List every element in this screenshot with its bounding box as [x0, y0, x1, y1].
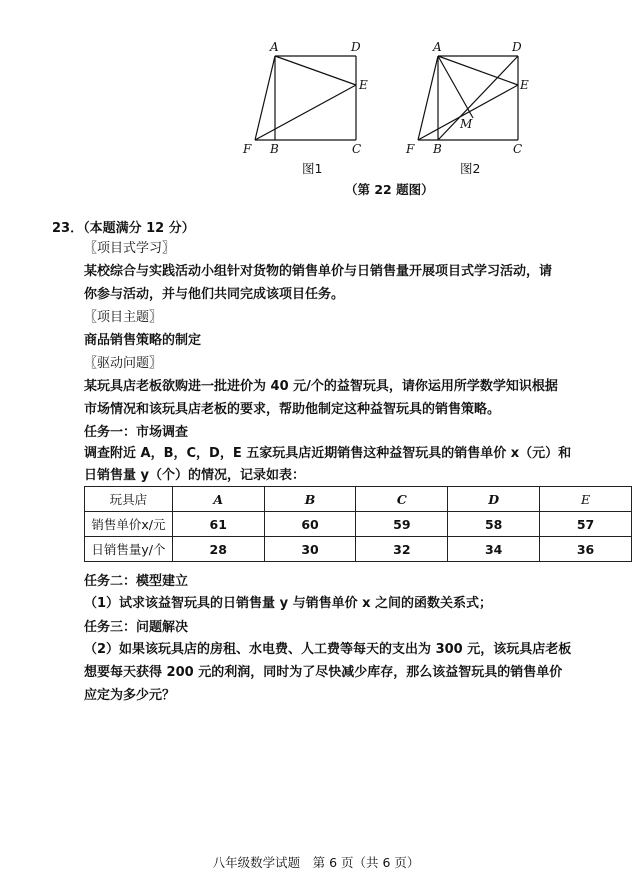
table-cell: 32	[356, 537, 448, 562]
table-header-cell: C	[356, 487, 448, 512]
fig1-label-e: E	[359, 78, 368, 92]
table-cell: 61	[172, 512, 264, 537]
table-header-cell: A	[172, 487, 264, 512]
fig2-label-f: F	[406, 142, 415, 156]
fig2-label-e: E	[520, 78, 529, 92]
sub-question-1: （1）试求该益智玩具的日销售量 y 与销售单价 x 之间的函数关系式；	[84, 596, 493, 611]
table-header-cell: E	[540, 487, 632, 512]
figure-group-caption: （第 22 题图）	[345, 182, 434, 197]
table-cell: 30	[264, 537, 356, 562]
fig1-label-b: B	[270, 142, 279, 156]
body-line-2: 你参与活动，并与他们共同完成该项目任务。	[84, 287, 345, 302]
fig1-label-d: D	[351, 40, 361, 54]
fig1-label-c: C	[352, 142, 362, 156]
task-2-title: 任务二：模型建立	[84, 574, 189, 589]
driving-line-2: 市场情况和该玩具店老板的要求，帮助他制定这种益智玩具的销售策略。	[84, 402, 501, 417]
sales-table	[84, 486, 632, 562]
fig1-label-a: A	[270, 40, 279, 54]
figure-2	[400, 35, 545, 180]
task-1-line-1: 调查附近 A，B，C，D，E 五家玩具店近期销售这种益智玩具的销售单价 x（元）和	[84, 446, 572, 461]
section-project-learning: 〖项目式学习〗	[84, 241, 176, 256]
page-footer: 八年级数学试题 第 6 页（共 6 页）	[212, 855, 420, 870]
table-row	[85, 537, 632, 562]
task-1-line-2: 日销售量 y（个）的情况，记录如表：	[84, 468, 306, 483]
figure-1	[235, 35, 380, 180]
sub-question-2-line-3: 应定为多少元？	[84, 688, 176, 703]
section-project-theme: 〖项目主题〗	[84, 310, 163, 325]
table-row-label: 日销售量y/个	[85, 537, 173, 562]
theme-text: 商品销售策略的制定	[84, 333, 202, 348]
question-header: 23．（本题满分 12 分）	[52, 221, 195, 236]
fig2-label-a: A	[433, 40, 442, 54]
table-cell: 36	[540, 537, 632, 562]
table-cell: 28	[172, 537, 264, 562]
sub-question-2-line-2: 想要每天获得 200 元的利润，同时为了尽快减少库存，那么该益智玩具的销售单价	[84, 665, 563, 680]
sub-question-2-line-1: （2）如果该玩具店的房租、水电费、人工费等每天的支出为 300 元，该玩具店老板	[84, 642, 572, 657]
table-cell: 57	[540, 512, 632, 537]
table-cell: 34	[448, 537, 540, 562]
task-3-title: 任务三：问题解决	[84, 620, 189, 635]
fig1-caption: 图1	[302, 161, 323, 176]
fig1-label-f: F	[243, 142, 252, 156]
table-header-cell: 玩具店	[85, 487, 173, 512]
task-1-title: 任务一：市场调查	[84, 425, 189, 440]
table-header-cell: D	[448, 487, 540, 512]
fig2-caption: 图2	[460, 161, 481, 176]
fig2-label-b: B	[433, 142, 442, 156]
fig2-label-m: M	[460, 117, 473, 131]
table-cell: 59	[356, 512, 448, 537]
table-cell: 58	[448, 512, 540, 537]
driving-line-1: 某玩具店老板欲购进一批进价为 40 元/个的益智玩具，请你运用所学数学知识根据	[84, 379, 558, 394]
table-row-label: 销售单价x/元	[85, 512, 173, 537]
fig2-label-d: D	[512, 40, 522, 54]
fig2-label-c: C	[513, 142, 523, 156]
table-cell: 60	[264, 512, 356, 537]
table-header-cell: B	[264, 487, 356, 512]
body-line-1: 某校综合与实践活动小组针对货物的销售单价与日销售量开展项目式学习活动，请	[84, 264, 553, 279]
table-row	[85, 512, 632, 537]
section-driving-question: 〖驱动问题〗	[84, 356, 163, 371]
table-header-row	[85, 487, 632, 512]
